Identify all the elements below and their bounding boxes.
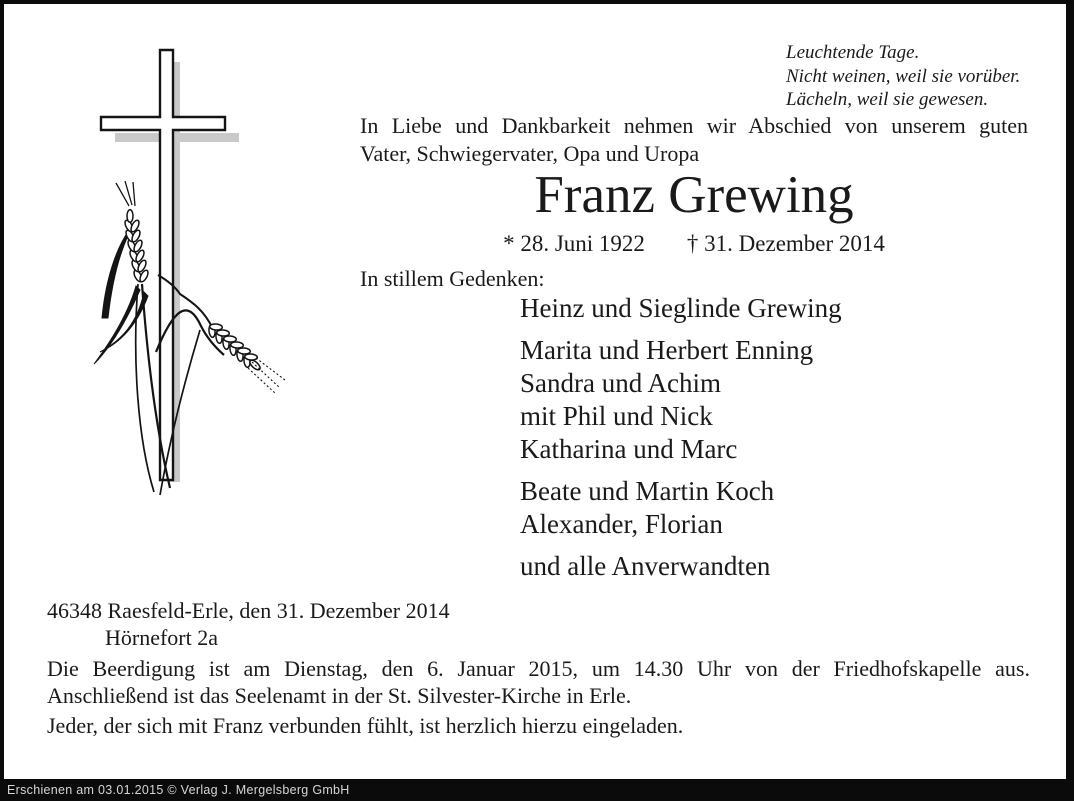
mourner-line: und alle Anverwandten — [520, 551, 771, 581]
intro-text — [360, 112, 1028, 168]
death-date: † 31. Dezember 2014 — [686, 231, 885, 256]
mourner-line: Heinz und Sieglinde Grewing — [520, 293, 842, 323]
place-and-date — [47, 597, 450, 651]
wheat-icon — [94, 181, 285, 495]
funeral-info — [47, 655, 1030, 709]
street-address: Hörnefort 2a — [105, 625, 219, 650]
verse-line: Lächeln, weil sie gewesen. — [786, 89, 989, 110]
gedenken-label: In stillem Gedenken: — [360, 266, 545, 291]
funeral-line: Die Beerdigung ist am Dienstag, den 6. Januar 2015, um 14.30 Uhr von der Friedhofskapelle aus. — [47, 656, 1030, 681]
intro-line: Vater, Schwiegervater, Opa und Uropa — [360, 141, 700, 166]
mourner-line: Marita und Herbert Enning — [520, 335, 814, 365]
mourner-group — [520, 292, 842, 325]
verse-line: Nicht weinen, weil sie vorüber. — [786, 65, 1021, 87]
mourner-group — [520, 475, 842, 541]
mourners-list — [520, 292, 842, 592]
life-dates — [360, 231, 1028, 257]
wheat-ear-upright — [123, 210, 149, 283]
publication-footer — [0, 779, 1074, 801]
mourner-line: Alexander, Florian — [520, 509, 723, 539]
frame-border-right — [1066, 0, 1074, 779]
cross-icon — [101, 50, 225, 480]
publication-note: Erschienen am 03.01.2015 © Verlag J. Mergelsberg GmbH — [7, 783, 350, 797]
frame-border-left — [0, 0, 4, 779]
intro-line: In Liebe und Dankbarkeit nehmen wir Abschied von unserem guten — [360, 113, 1028, 138]
funeral-line: Anschließend ist das Seelenamt in der St. Silvester-Kirche in Erle. — [47, 683, 632, 708]
mourner-group — [520, 550, 842, 583]
mourner-group — [520, 334, 842, 466]
mourner-line: mit Phil und Nick — [520, 401, 713, 431]
invitation-text: Jeder, der sich mit Franz verbunden fühlt, ist herzlich hierzu eingeladen. — [47, 713, 684, 738]
deceased-name: Franz Grewing — [534, 166, 854, 224]
cross-and-wheat-artwork — [80, 40, 300, 500]
verse-line: Leuchtende Tage. — [786, 42, 920, 63]
mourner-line: Sandra und Achim — [520, 368, 721, 398]
memorial-verse — [786, 41, 1036, 112]
frame-border-top — [0, 0, 1074, 4]
place-date-line: 46348 Raesfeld-Erle, den 31. Dezember 2014 — [47, 598, 450, 623]
birth-date: * 28. Juni 1922 — [503, 231, 645, 256]
mourner-line: Katharina und Marc — [520, 434, 738, 464]
mourner-line: Beate und Martin Koch — [520, 476, 775, 506]
